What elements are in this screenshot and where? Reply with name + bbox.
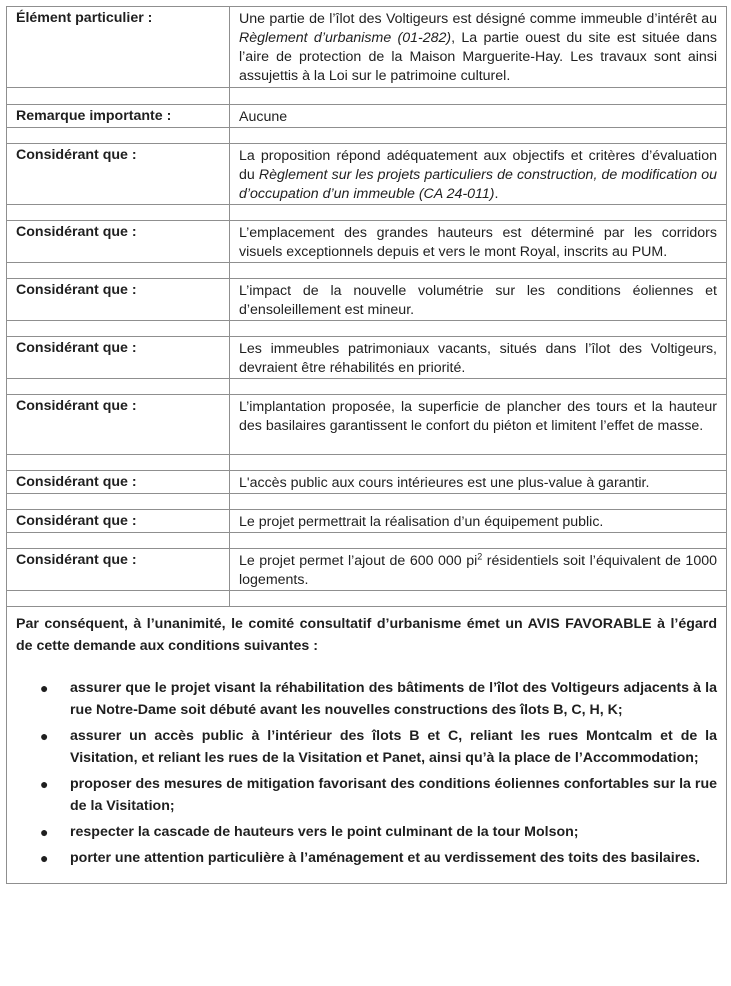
table-row bbox=[7, 279, 727, 321]
condition-item: ● proposer des mesures de mitigation favorisant des conditions éoliennes confortables sur la rue de la Visitation; bbox=[40, 773, 717, 817]
bullet-icon: ● bbox=[40, 728, 49, 744]
spacer-row bbox=[7, 494, 727, 510]
spacer-row bbox=[7, 321, 727, 337]
row-label: Considérant que : bbox=[7, 337, 230, 379]
spacer-row bbox=[7, 379, 727, 395]
table-row bbox=[7, 549, 727, 591]
row-value: Une partie de l’îlot des Voltigeurs est désigné comme immeuble d’intérêt au Règlement d’urbanisme (01-282), La partie ouest du site est située dans l’aire de protection de la Maison Marguerite-Hay. Les travaux sont ainsi assujettis à la Loi sur le patrimoine culturel. bbox=[230, 7, 727, 88]
conclusion-row bbox=[7, 607, 727, 884]
row-label: Considérant que : bbox=[7, 471, 230, 494]
spacer-row bbox=[7, 591, 727, 607]
table-row bbox=[7, 105, 727, 128]
spacer-row bbox=[7, 455, 727, 471]
bullet-icon: ● bbox=[40, 850, 49, 866]
row-value: L’emplacement des grandes hauteurs est déterminé par les corridors visuels exceptionnels depuis et vers le mont Royal, inscrits au PUM. bbox=[230, 221, 727, 263]
document-page bbox=[6, 6, 727, 884]
bullet-icon: ● bbox=[40, 776, 49, 792]
row-value: Le projet permettrait la réalisation d’un équipement public. bbox=[230, 510, 727, 533]
table-row bbox=[7, 221, 727, 263]
table-row bbox=[7, 395, 727, 455]
row-label: Considérant que : bbox=[7, 510, 230, 533]
condition-item: ● porter une attention particulière à l’aménagement et au verdissement des toits des basilaires. bbox=[40, 847, 717, 869]
spacer-row bbox=[7, 88, 727, 105]
row-label: Considérant que : bbox=[7, 549, 230, 591]
conditions-list bbox=[16, 677, 717, 869]
bullet-icon: ● bbox=[40, 680, 49, 696]
table-row bbox=[7, 7, 727, 88]
condition-item: ● assurer un accès public à l’intérieur des îlots B et C, reliant les rues Montcalm et de la Visitation, et reliant les rues de la Visitation et Panet, ainsi qu’à la place de l’Accommodation; bbox=[40, 725, 717, 769]
table-row bbox=[7, 510, 727, 533]
row-label: Considérant que : bbox=[7, 144, 230, 205]
table-row bbox=[7, 337, 727, 379]
row-label: Considérant que : bbox=[7, 395, 230, 455]
row-value: Les immeubles patrimoniaux vacants, situés dans l’îlot des Voltigeurs, devraient être réhabilités en priorité. bbox=[230, 337, 727, 379]
row-label: Élément particulier : bbox=[7, 7, 230, 88]
row-label: Remarque importante : bbox=[7, 105, 230, 128]
conclusion-intro: Par conséquent, à l’unanimité, le comité consultatif d’urbanisme émet un AVIS FAVORABLE à l’égard de cette demande aux conditions suivantes : bbox=[16, 616, 717, 654]
row-value: L’impact de la nouvelle volumétrie sur les conditions éoliennes et d’ensoleillement est mineur. bbox=[230, 279, 727, 321]
spacer-row bbox=[7, 263, 727, 279]
table-row bbox=[7, 144, 727, 205]
table-row bbox=[7, 471, 727, 494]
conclusion-cell bbox=[7, 607, 727, 884]
spacer-row bbox=[7, 205, 727, 221]
row-value: Aucune bbox=[230, 105, 727, 128]
row-value: Le projet permet l’ajout de 600 000 $pi^2$ résidentiels soit l’équivalent de 1000 logements. bbox=[230, 549, 727, 591]
row-label: Considérant que : bbox=[7, 279, 230, 321]
condition-item: ● assurer que le projet visant la réhabilitation des bâtiments de l’îlot des Voltigeurs adjacents à la rue Notre-Dame soit débuté avant les nouvelles constructions des îlots B, C, H, K; bbox=[40, 677, 717, 721]
row-value: L'accès public aux cours intérieures est une plus-value à garantir. bbox=[230, 471, 727, 494]
condition-item: ● respecter la cascade de hauteurs vers le point culminant de la tour Molson; bbox=[40, 821, 717, 843]
review-table bbox=[6, 6, 727, 884]
row-value: L’implantation proposée, la superficie de plancher des tours et la hauteur des basilaires garantissent le confort du piéton et limitent l’effet de masse. bbox=[230, 395, 727, 455]
bullet-icon: ● bbox=[40, 824, 49, 840]
row-value: La proposition répond adéquatement aux objectifs et critères d’évaluation du Règlement sur les projets particuliers de construction, de modification ou d’occupation d’un immeuble (CA 24-011). bbox=[230, 144, 727, 205]
spacer-row bbox=[7, 533, 727, 549]
row-label: Considérant que : bbox=[7, 221, 230, 263]
spacer-row bbox=[7, 128, 727, 144]
